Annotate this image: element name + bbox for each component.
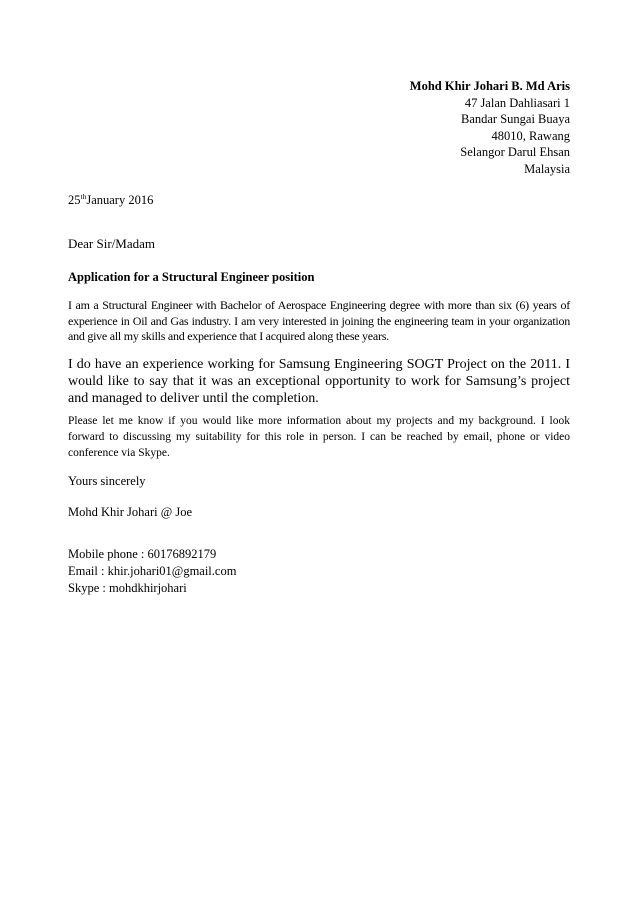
signer-name: Mohd Khir Johari @ Joe xyxy=(68,505,192,519)
address-line: 47 Jalan Dahliasari 1 xyxy=(464,95,570,110)
address-line: Bandar Sungai Buaya xyxy=(460,112,570,126)
contact-skype: Skype : mohdkhirjohari xyxy=(68,581,187,595)
contact-block xyxy=(68,546,236,597)
address-line: 48010, Rawang xyxy=(491,128,570,143)
sender-name: Mohd Khir Johari B. Md Aris xyxy=(409,79,570,93)
closing: Yours sincerely xyxy=(68,474,146,488)
letter-date xyxy=(68,193,153,208)
address-line: Selangor Darul Ehsan xyxy=(460,145,570,159)
body-paragraph-2: I do have an experience working for Samsung Engineering SOGT Project on the 2011. I would like to say that it was an exceptional opportunity to work for Samsung’s project and managed to deliver until the completion. xyxy=(68,357,570,406)
contact-email: Email : khir.johari01@gmail.com xyxy=(68,564,237,578)
body-paragraph-1: I am a Structural Engineer with Bachelor of Aerospace Engineering degree with more than six (6) years of experience in Oil and Gas industry. I am very interested in joining the engineering team in your organization and give all my skills and experience that I acquired along these years. xyxy=(68,298,570,343)
date-day: 25 xyxy=(68,193,81,207)
date-suffix: th xyxy=(80,192,87,201)
date-rest: January 2016 xyxy=(86,193,154,207)
subject-line: Application for a Structural Engineer position xyxy=(68,270,315,284)
address-line: Malaysia xyxy=(524,161,570,176)
salutation: Dear Sir/Madam xyxy=(68,236,156,251)
contact-mobile: Mobile phone : 60176892179 xyxy=(68,547,217,561)
body-paragraph-3: Please let me know if you would like more information about my projects and my background. I look forward to discussing my suitability for this role in person. I can be reached by email, phone or video conference via Skype. xyxy=(68,415,570,459)
sender-address-block xyxy=(410,78,570,177)
